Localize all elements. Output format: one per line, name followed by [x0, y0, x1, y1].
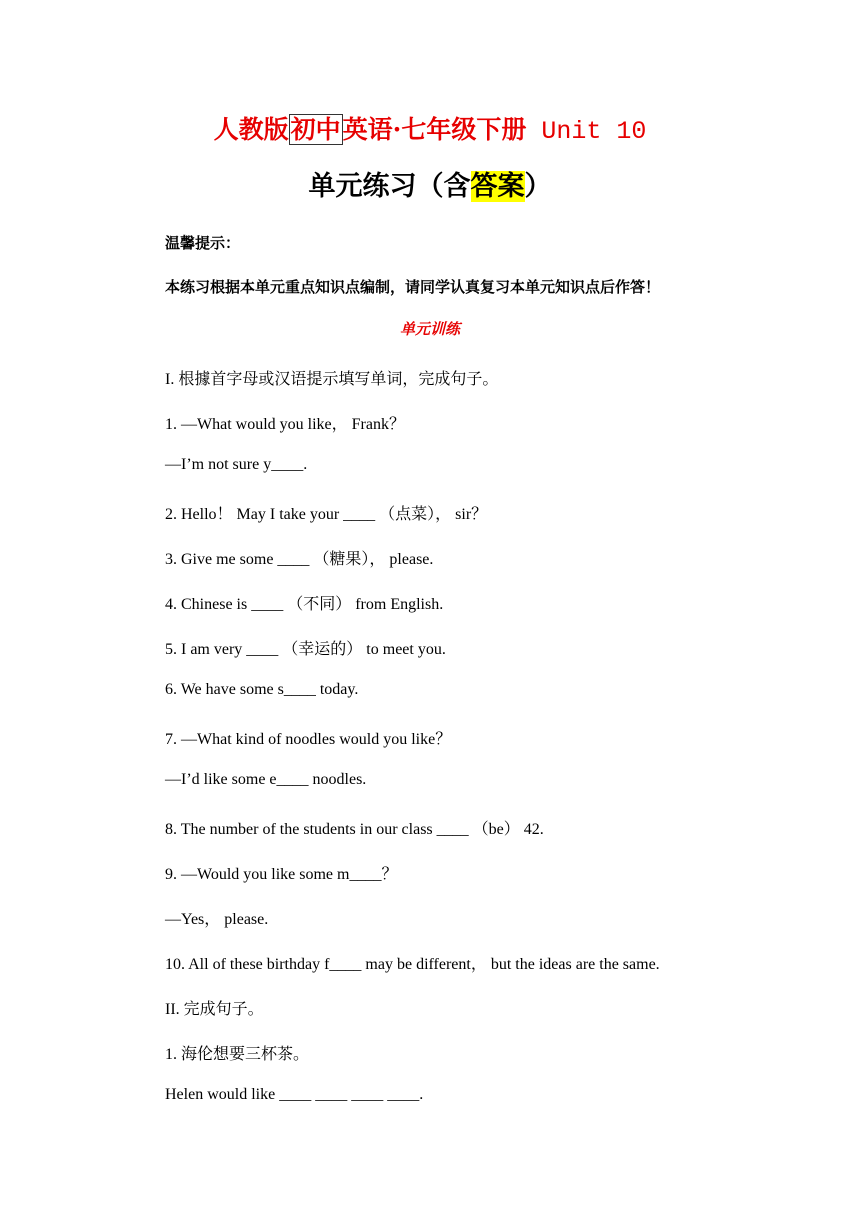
title-part2: 英语·七年级下册	[342, 115, 527, 144]
part2-instruction: II. 完成句子。	[165, 1001, 264, 1018]
document-subtitle	[0, 164, 860, 203]
document-title	[0, 110, 860, 146]
question-line: 4. Chinese is ____ （不同） from English.	[165, 596, 444, 613]
question-line: 2. Hello！ May I take your ____ （点菜）， sir？	[165, 506, 488, 523]
subtitle-post: ）	[524, 171, 552, 202]
title-boxed-text: 初中	[290, 115, 341, 144]
title-unit: Unit 10	[526, 117, 647, 146]
question-line: Helen would like ____ ____ ____ ____.	[165, 1086, 424, 1103]
part1-instruction: I. 根據首字母或汉语提示填写单词，完成句子。	[165, 371, 499, 388]
tip-label: 温馨提示：	[165, 234, 241, 252]
question-line: 6. We have some s____ today.	[165, 681, 359, 698]
question-line: 8. The number of the students in our class ____ （be） 42.	[165, 821, 544, 838]
tip-text: 本练习根据本单元重点知识点编制，请同学认真复习本单元知识点后作答！	[165, 278, 661, 296]
question-line: 9. —Would you like some m____？	[165, 866, 398, 883]
question-line: 1. 海伦想要三杯茶。	[165, 1046, 310, 1063]
question-line: —I’d like some e____ noodles.	[165, 771, 367, 788]
title-part1: 人教版	[213, 115, 289, 144]
section-title: 单元训练	[399, 320, 460, 338]
subtitle-pre: 单元练习（含	[308, 171, 471, 202]
question-line: 7. —What kind of noodles would you like？	[165, 731, 452, 748]
question-line: —Yes， please.	[165, 911, 269, 928]
question-line: —I’m not sure y____.	[165, 456, 308, 473]
question-line: 5. I am very ____ （幸运的） to meet you.	[165, 641, 446, 658]
subtitle-highlight: 答案	[470, 171, 525, 202]
question-line: 1. —What would you like， Frank？	[165, 416, 405, 433]
question-line: 10. All of these birthday f____ may be different， but the ideas are the same.	[165, 956, 660, 973]
question-line: 3. Give me some ____ （糖果）， please.	[165, 551, 434, 568]
